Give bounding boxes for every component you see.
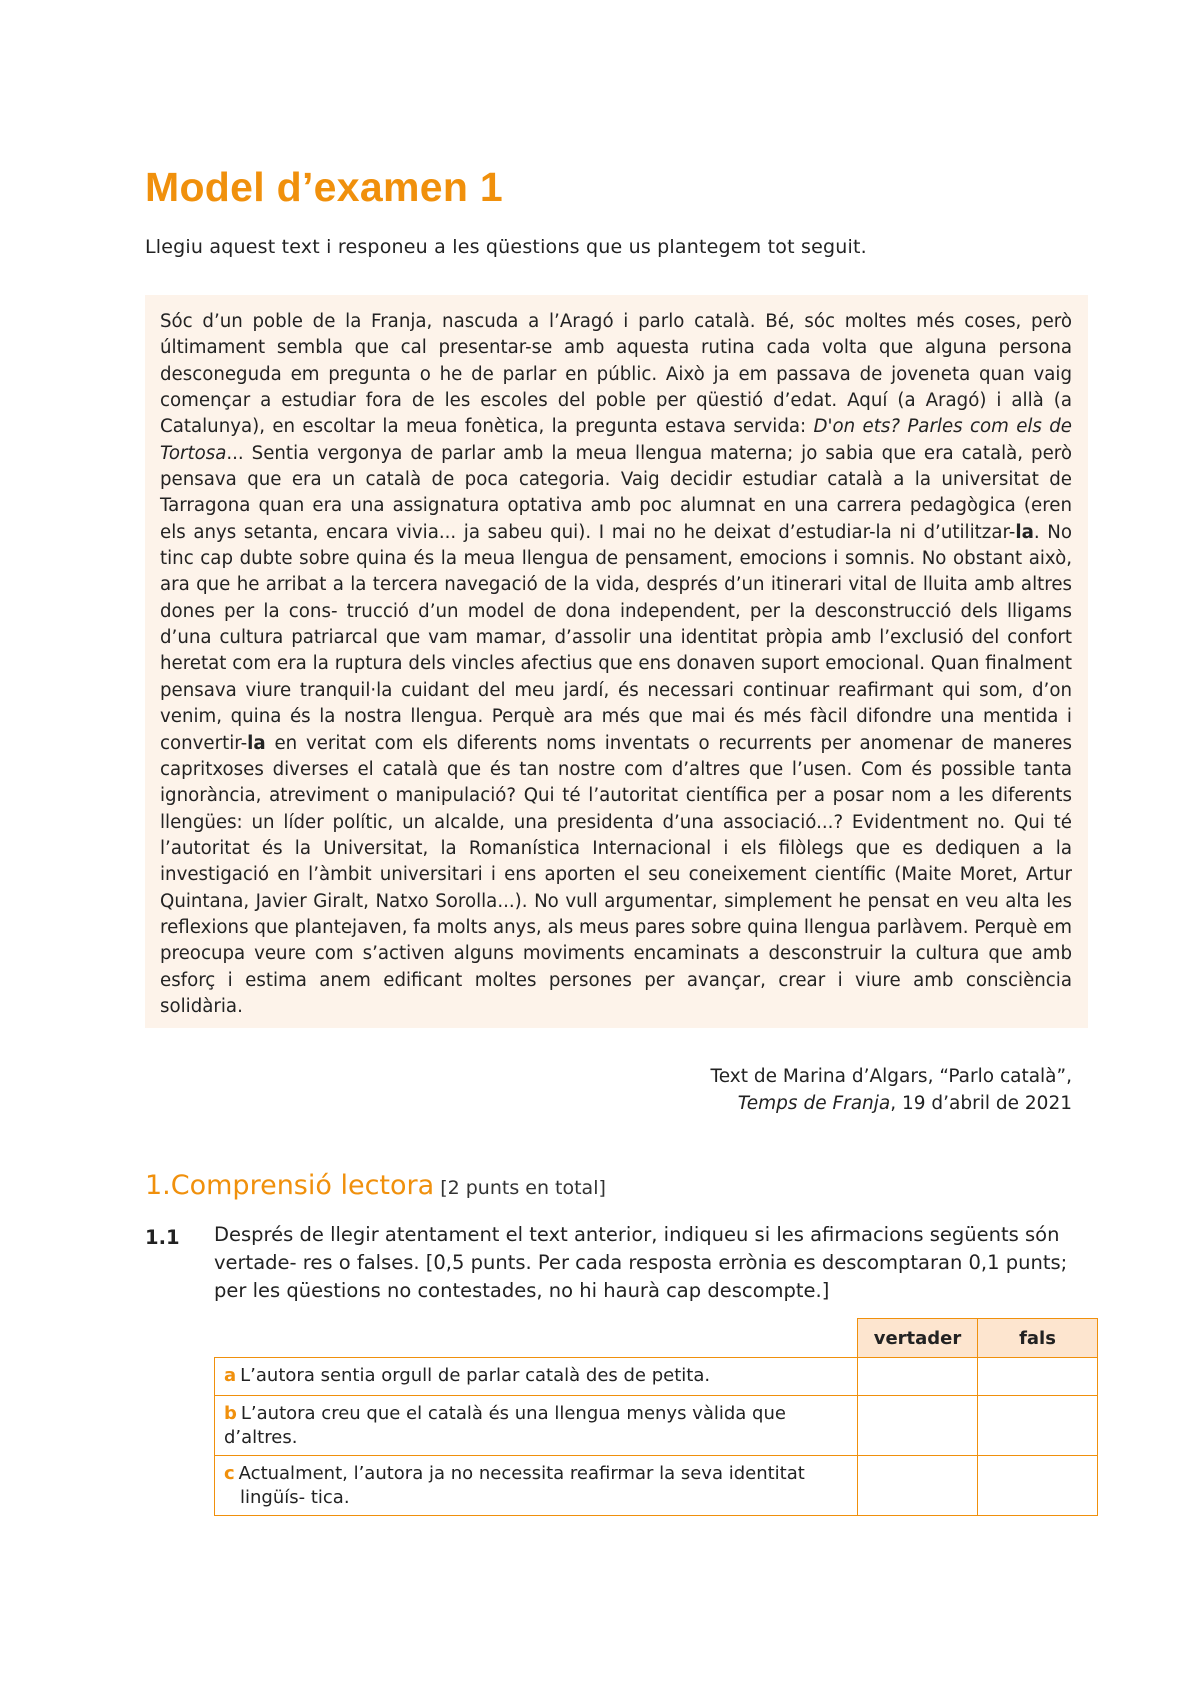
- source-author-line: Text de Marina d’Algars, “Parlo català”,: [710, 1066, 1072, 1087]
- source-publication-line: [711, 1090, 1072, 1117]
- statement-cell: [215, 1456, 858, 1516]
- passage-part-4: en veritat com els diferents noms inventats o recurrents per anomenar de maneres capritxoses diverses el català que és tan nostre com d’altres que l’usen. Com és possible tanta ignorància, atreviment o manipulació? Qui té l’autoritat científica per a posar nom a les diferents llengües: un líder polític, un alcalde, una presidenta d’una associació...? Evidentment no. Qui té l’autoritat és la Universitat, la Romanística Internacional i els filòlegs que es dediquen a la investigació en l’àmbit universitari i ens aporten el seu coneixement científic (Maite Moret, Artur Quintana, Javier Giralt, Natxo Sorolla...). No vull argumentar, simplement he pensat en veu alta les reflexions que plantejaven, fa molts anys, als meus pares sobre quina llengua parlàvem. Perquè em preocupa veure com s’activen alguns moviments encaminats a desconstruir la cultura que amb esforç i estima anem edificant moltes persones per avançar, crear i viure amb consciència solidària.: [160, 732, 1072, 1017]
- statement-text-continued: d’altres.: [224, 1427, 298, 1448]
- passage-bold-pronoun: la: [1015, 521, 1034, 543]
- table-row: [215, 1396, 1098, 1456]
- statement-letter: c: [224, 1463, 235, 1484]
- table-row: [215, 1456, 1098, 1516]
- passage-part-3: . No tinc cap dubte sobre quina és la meua llengua de pensament, emocions i somnis. No obstant això, ara que he arribat a la tercera navegació de la vida, després d’un itinerari vital de lluita amb altres dones per la cons- trucció d’un model de dona independent, per la desconstrucció dels lligams d’una cultura patriarcal que vam mamar, d’assolir una identitat pròpia amb l’exclusió del confort heretat com era la ruptura dels vincles afectius que ens donaven suport emocional. Quan finalment pensava viure tranquil·la cuidant del meu jardí, és necessari continuar reafirmant qui som, d’on venim, quina és la nostra llengua. Perquè ara més que mai és més fàcil difondre una mentida i convertir-: [160, 521, 1072, 754]
- true-false-table: [214, 1318, 1098, 1516]
- question-number: 1.1: [145, 1226, 180, 1249]
- instructions: Llegiu aquest text i responeu a les qüestions que us plantegem tot seguit.: [145, 236, 867, 258]
- header-false: fals: [978, 1319, 1098, 1358]
- statement-letter: a: [224, 1365, 237, 1386]
- source-publication: Temps de Franja: [737, 1093, 891, 1114]
- answer-cell-false[interactable]: [978, 1358, 1098, 1396]
- statement-text: L’autora creu que el català és una llengua menys vàlida que: [240, 1403, 786, 1424]
- statement-cell: [215, 1396, 858, 1456]
- answer-cell-true[interactable]: [858, 1396, 978, 1456]
- answer-cell-false[interactable]: [978, 1456, 1098, 1516]
- source-citation: [711, 1063, 1072, 1117]
- header-blank-cell: [215, 1319, 858, 1358]
- section-points: [2 punts en total]: [440, 1177, 606, 1199]
- reading-passage: [160, 309, 1072, 1020]
- section-title: [145, 1170, 606, 1201]
- passage-part-2: ... Sentia vergonya de parlar amb la meua llengua materna; jo sabia que era català, però pensava que era un català de poca categoria. Vaig decidir estudiar català a la universitat de Tarragona quan era una assignatura optativa amb poc alumnat en una carrera pedagògica (eren els anys setanta, encara vivia... ja sabeu qui). I mai no he deixat d’estudiar-la ni d’utilitzar-: [160, 442, 1072, 543]
- passage-bold-pronoun: la: [247, 732, 266, 754]
- statement-cell: [215, 1358, 858, 1396]
- statement-text: Actualment, l’autora ja no necessita reafirmar la seva identitat: [238, 1463, 805, 1484]
- statement-text-continued: lingüís- tica.: [240, 1487, 350, 1508]
- table-header-row: [215, 1319, 1098, 1358]
- answer-cell-false[interactable]: [978, 1396, 1098, 1456]
- statement-text: L’autora sentia orgull de parlar català des de petita.: [240, 1365, 711, 1386]
- header-true: vertader: [858, 1319, 978, 1358]
- passage-quote: D'on ets? Parles com els de Tortosa: [160, 416, 1072, 464]
- section-title-text: 1.Comprensió lectora: [145, 1170, 435, 1201]
- table-row: [215, 1358, 1098, 1396]
- passage-part-1: Sóc d’un poble de la Franja, nascuda a l’Aragó i parlo català. Bé, sóc moltes més coses, però últimament sembla que cal presentar-se amb aquesta rutina cada volta que alguna persona desconeguda em pregunta o he de parlar en públic. Això ja em passava de joveneta quan vaig començar a estudiar fora de les escoles del poble per qüestió d’edat. Aquí (a Aragó) i allà (a Catalunya), en escoltar la meua fonètica, la pregunta estava servida:: [160, 311, 1072, 438]
- source-date: , 19 d’abril de 2021: [890, 1093, 1072, 1114]
- statement-letter: b: [224, 1403, 237, 1424]
- answer-cell-true[interactable]: [858, 1358, 978, 1396]
- page-title: Model d’examen 1: [145, 164, 503, 210]
- answer-cell-true[interactable]: [858, 1456, 978, 1516]
- question-text: Després de llegir atentament el text anterior, indiqueu si les afirmacions següents són vertade- res o falses. [0,5 punts. Per cada resposta errònia es descomptaran 0,1 punts; per les qüestions no contestades, no hi haurà cap descompte.]: [214, 1223, 1068, 1302]
